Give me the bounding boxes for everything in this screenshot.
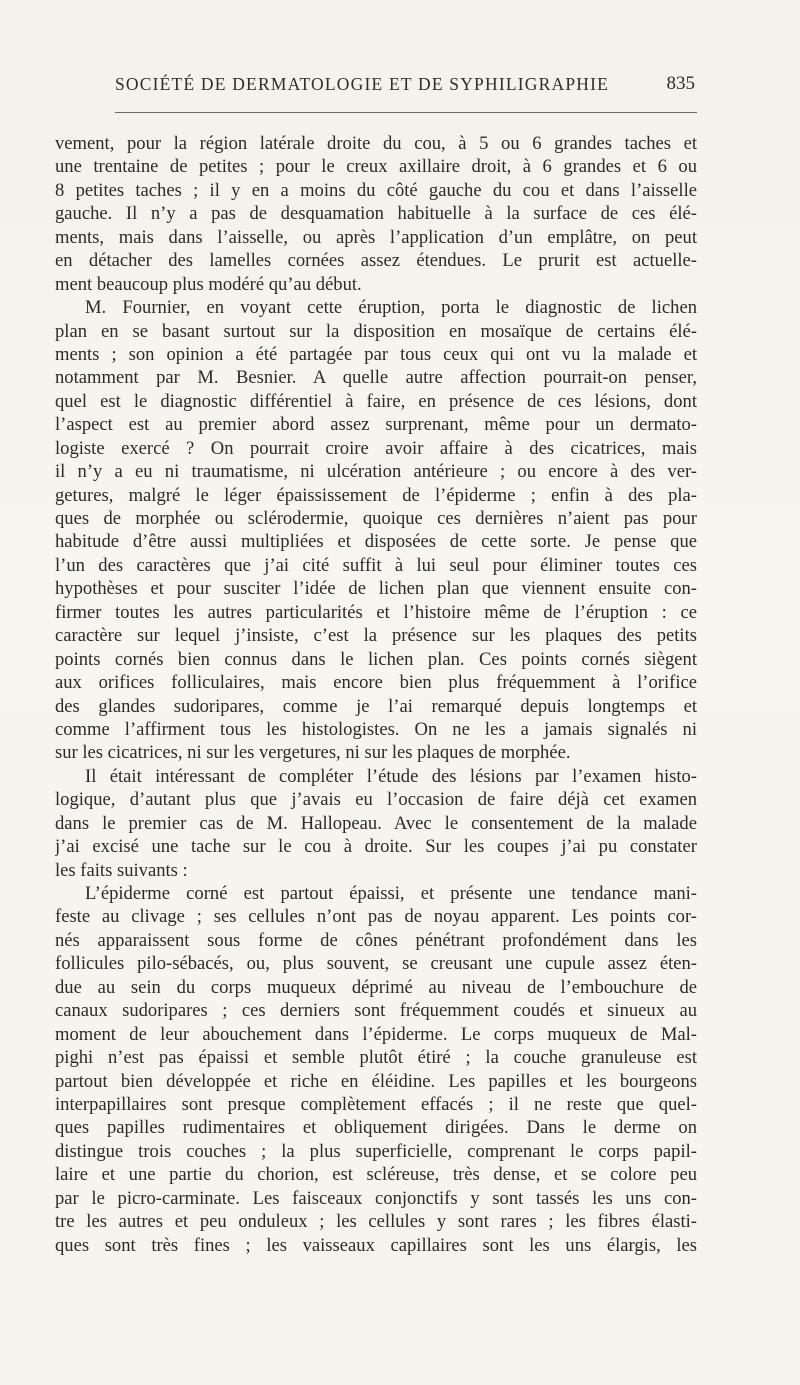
text-line: comme l’affirment tous les histologistes. On ne les a jamais signalés ni [55, 718, 697, 740]
text-line: ment beaucoup plus modéré qu’au début. [55, 273, 362, 295]
text-line: caractère sur lequel j’insiste, c’est la présence sur les plaques des petits [55, 625, 697, 647]
text-line: moment de leur abouchement dans l’épiderme. Le corps muqueux de Mal- [55, 1023, 697, 1045]
text-line: aux orifices folliculaires, mais encore bien plus fréquemment à l’orifice [55, 672, 697, 694]
text-line: gauche. Il n’y a pas de desquamation habituelle à la surface de ces élé- [55, 203, 697, 225]
text-line: ments, mais dans l’aisselle, ou après l’application d’un emplâtre, on peut [55, 226, 697, 248]
text-line: plan en se basant surtout sur la disposition en mosaïque de certains élé- [55, 320, 697, 342]
text-line: M. Fournier, en voyant cette éruption, porta le diagnostic de lichen [85, 297, 697, 319]
text-line: feste au clivage ; ses cellules n’ont pas de noyau apparent. Les points cor- [55, 906, 697, 928]
text-line: firmer toutes les autres particularités et l’histoire même de l’éruption : ce [55, 601, 697, 623]
text-line: partout bien développée et riche en éléidine. Les papilles et les bourgeons [55, 1070, 697, 1092]
text-line: canaux sudoripares ; ces derniers sont fréquemment coudés et sinueux au [55, 1000, 697, 1022]
text-line: hypothèses et pour susciter l’idée de lichen plan que viennent ensuite con- [55, 578, 697, 600]
text-line: laire et une partie du chorion, est scléreuse, très dense, et se colore peu [55, 1164, 697, 1186]
text-line: interpapillaires sont presque complètement effacés ; il ne reste que quel- [55, 1093, 697, 1115]
text-line: ques sont très fines ; les vaisseaux capillaires sont les uns élargis, les [55, 1234, 697, 1256]
text-line: due au sein du corps muqueux déprimé au niveau de l’embouchure de [55, 976, 697, 998]
text-line: follicules pilo-sébacés, ou, plus souvent, se creusant une cupule assez éten- [55, 953, 697, 975]
text-line: l’aspect est au premier abord assez surprenant, même pour un dermato- [55, 414, 697, 436]
text-line: quel est le diagnostic différentiel à faire, en présence de ces lésions, dont [55, 390, 697, 412]
text-line: ments ; son opinion a été partagée par tous ceux qui ont vu la malade et [55, 343, 697, 365]
text-line: vement, pour la région latérale droite du cou, à 5 ou 6 grandes taches et [55, 133, 697, 154]
text-line: sur les cicatrices, ni sur les vergetures, ni sur les plaques de morphée. [55, 742, 571, 764]
text-line: des glandes sudoripares, comme je l’ai remarqué depuis longtemps et [55, 695, 697, 717]
text-line: ques de morphée ou sclérodermie, quoique ces dernières n’aient pas pour [55, 508, 697, 529]
running-title: SOCIÉTÉ DE DERMATOLOGIE ET DE SYPHILIGRAPHIE [115, 74, 610, 94]
text-line: logiste exercé ? On pourrait croire avoir affaire à des cicatrices, mais [55, 437, 697, 459]
text-line: en détacher des lamelles cornées assez étendues. Le prurit est actuelle- [55, 250, 697, 272]
text-line: il n’y a eu ni traumatisme, ni ulcération antérieure ; ou encore à des ver- [55, 461, 697, 483]
text-line: une trentaine de petites ; pour le creux axillaire droit, à 6 grandes et 6 ou [55, 156, 697, 178]
text-line: Il était intéressant de compléter l’étude des lésions par l’examen histo- [85, 765, 697, 787]
text-line: nés apparaissent sous forme de cônes pénétrant profondément dans les [55, 929, 697, 951]
text-line: pighi n’est pas épaissi et semble plutôt étiré ; la couche granuleuse est [55, 1047, 697, 1069]
body-text [55, 132, 697, 1257]
text-line: dans le premier cas de M. Hallopeau. Avec le consentement de la malade [55, 812, 697, 834]
text-line: les faits suivants : [55, 859, 188, 881]
text-line: notamment par M. Besnier. A quelle autre affection pourrait-on penser, [55, 367, 697, 389]
text-line: ques papilles rudimentaires et obliquement dirigées. Dans le derme on [55, 1117, 697, 1139]
header-rule [115, 112, 697, 113]
text-line: logique, d’autant plus que j’avais eu l’occasion de faire déjà cet examen [55, 789, 697, 811]
text-line: l’un des caractères que j’ai cité suffit à lui seul pour éliminer toutes ces [55, 554, 697, 576]
text-line: habitude d’être aussi multipliées et disposées de cette sorte. Je pense que [55, 531, 697, 553]
text-line: j’ai excisé une tache sur le cou à droite. Sur les coupes j’ai pu constater [55, 836, 697, 858]
text-line: 8 petites taches ; il y en a moins du côté gauche du cou et dans l’aisselle [55, 179, 697, 201]
page-number: 835 [666, 73, 695, 94]
text-line: distingue trois couches ; la plus superficielle, comprenant le corps papil- [55, 1140, 697, 1162]
text-line: getures, malgré le léger épaississement de l’épiderme ; enfin à des pla- [55, 484, 697, 506]
page-header [115, 74, 695, 102]
text-line: points cornés bien connus dans le lichen plan. Ces points cornés siègent [55, 648, 697, 670]
text-line: tre les autres et peu onduleux ; les cellules y sont rares ; les fibres élasti- [55, 1211, 697, 1233]
text-line: par le picro-carminate. Les faisceaux conjonctifs y sont tassés les uns con- [55, 1187, 697, 1209]
text-line: L’épiderme corné est partout épaissi, et présente une tendance mani- [85, 883, 697, 904]
